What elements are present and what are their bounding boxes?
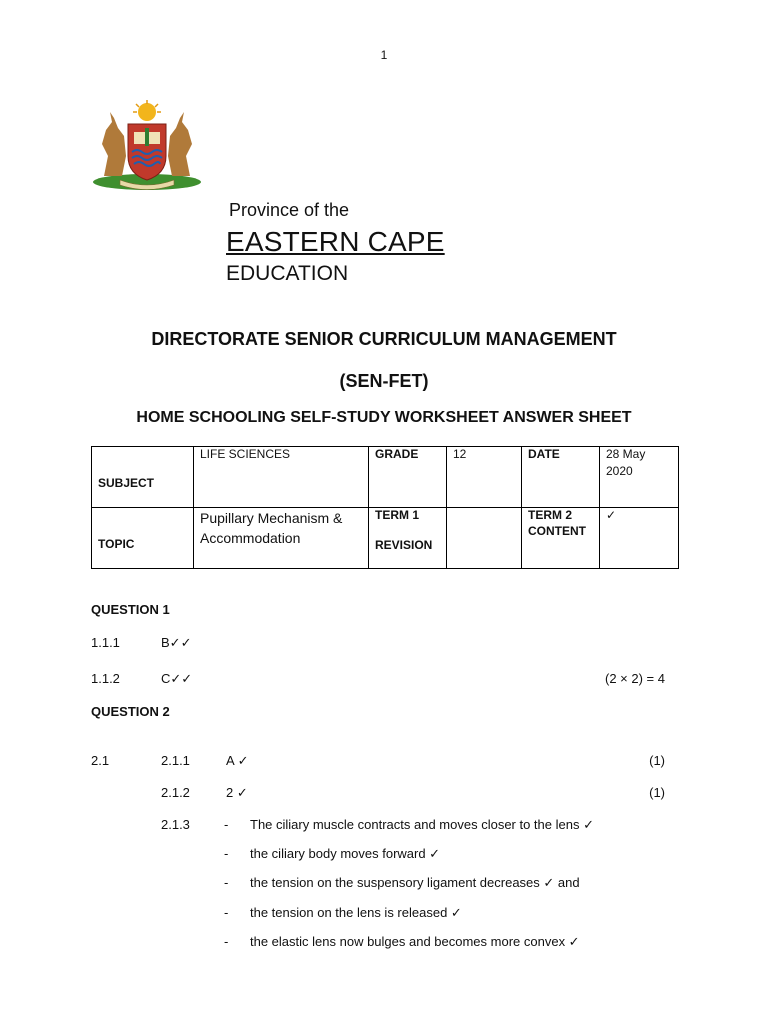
q2-item-3-number: 2.1.3	[161, 817, 190, 832]
term2-check: ✓	[606, 508, 617, 522]
q1-item-2-answer: C✓✓	[161, 671, 193, 686]
list-item: the tension on the lens is released ✓	[250, 905, 462, 920]
page-number: 1	[380, 48, 388, 62]
term1-label-cell	[369, 508, 447, 569]
province-name: EASTERN CAPE	[226, 226, 445, 257]
revision-label: REVISION	[375, 538, 433, 552]
grade-label-cell	[369, 447, 447, 508]
q1-total-marks: (2 × 2) = 4	[605, 671, 665, 686]
date-label: DATE	[528, 447, 560, 461]
bullet-dash: -	[224, 905, 229, 920]
content-label: CONTENT	[528, 524, 586, 538]
topic-value-line1: Pupillary Mechanism &	[200, 510, 343, 526]
topic-value-cell	[194, 508, 369, 569]
directorate-code: (SEN-FET)	[339, 371, 429, 391]
sheet-title: HOME SCHOOLING SELF-STUDY WORKSHEET ANSWER SHEET	[136, 409, 632, 426]
list-item: the ciliary body moves forward ✓	[250, 846, 441, 861]
list-item: The ciliary muscle contracts and moves closer to the lens ✓	[250, 817, 594, 832]
list-item: the tension on the suspensory ligament decreases ✓ and	[250, 875, 580, 890]
list-item: the elastic lens now bulges and becomes more convex ✓	[250, 934, 580, 949]
term2-label-cell	[522, 508, 600, 569]
term1-value-cell	[447, 508, 522, 569]
term1-label: TERM 1	[375, 508, 420, 522]
term2-value-cell	[600, 508, 679, 569]
topic-label-cell	[92, 508, 194, 569]
q2-item-2-number: 2.1.2	[161, 785, 190, 800]
q2-item-2-mark: (1)	[649, 785, 665, 800]
topic-label: TOPIC	[98, 537, 135, 551]
bullet-dash: -	[224, 934, 229, 949]
subject-value-cell	[194, 447, 369, 508]
q2-item-2-answer: 2 ✓	[226, 785, 248, 800]
q2-item-1-mark: (1)	[649, 753, 665, 768]
subject-label: SUBJECT	[98, 476, 155, 490]
grade-value-cell	[447, 447, 522, 508]
bullet-dash: -	[224, 846, 229, 861]
grade-value: 12	[453, 447, 467, 461]
q2-item-1-number: 2.1.1	[161, 753, 190, 768]
date-value-cell	[600, 447, 679, 508]
department-name: EDUCATION	[226, 262, 349, 285]
q2-section-number: 2.1	[91, 753, 110, 768]
info-table	[91, 446, 679, 569]
question-2-heading: QUESTION 2	[91, 704, 170, 719]
bullet-dash: -	[224, 875, 229, 890]
grade-label: GRADE	[375, 447, 419, 461]
q1-item-2-number: 1.1.2	[91, 671, 120, 686]
date-label-cell	[522, 447, 600, 508]
q1-item-1-number: 1.1.1	[91, 635, 120, 650]
subject-label-cell	[92, 447, 194, 508]
directorate-title: DIRECTORATE SENIOR CURRICULUM MANAGEMENT	[151, 329, 617, 349]
q1-item-1-answer: B✓✓	[161, 635, 192, 650]
coat-of-arms-icon	[90, 100, 204, 192]
date-value-day: 28 May	[606, 447, 646, 461]
table-row	[92, 508, 679, 569]
q2-item-1-answer: A ✓	[226, 753, 249, 768]
subject-value: LIFE SCIENCES	[200, 447, 291, 461]
date-value-year: 2020	[606, 464, 633, 478]
topic-value-line2: Accommodation	[200, 530, 301, 546]
table-row	[92, 447, 679, 508]
province-line: Province of the	[229, 200, 350, 220]
question-1-heading: QUESTION 1	[91, 602, 170, 617]
term2-label: TERM 2	[528, 508, 573, 522]
bullet-dash: -	[224, 817, 229, 832]
